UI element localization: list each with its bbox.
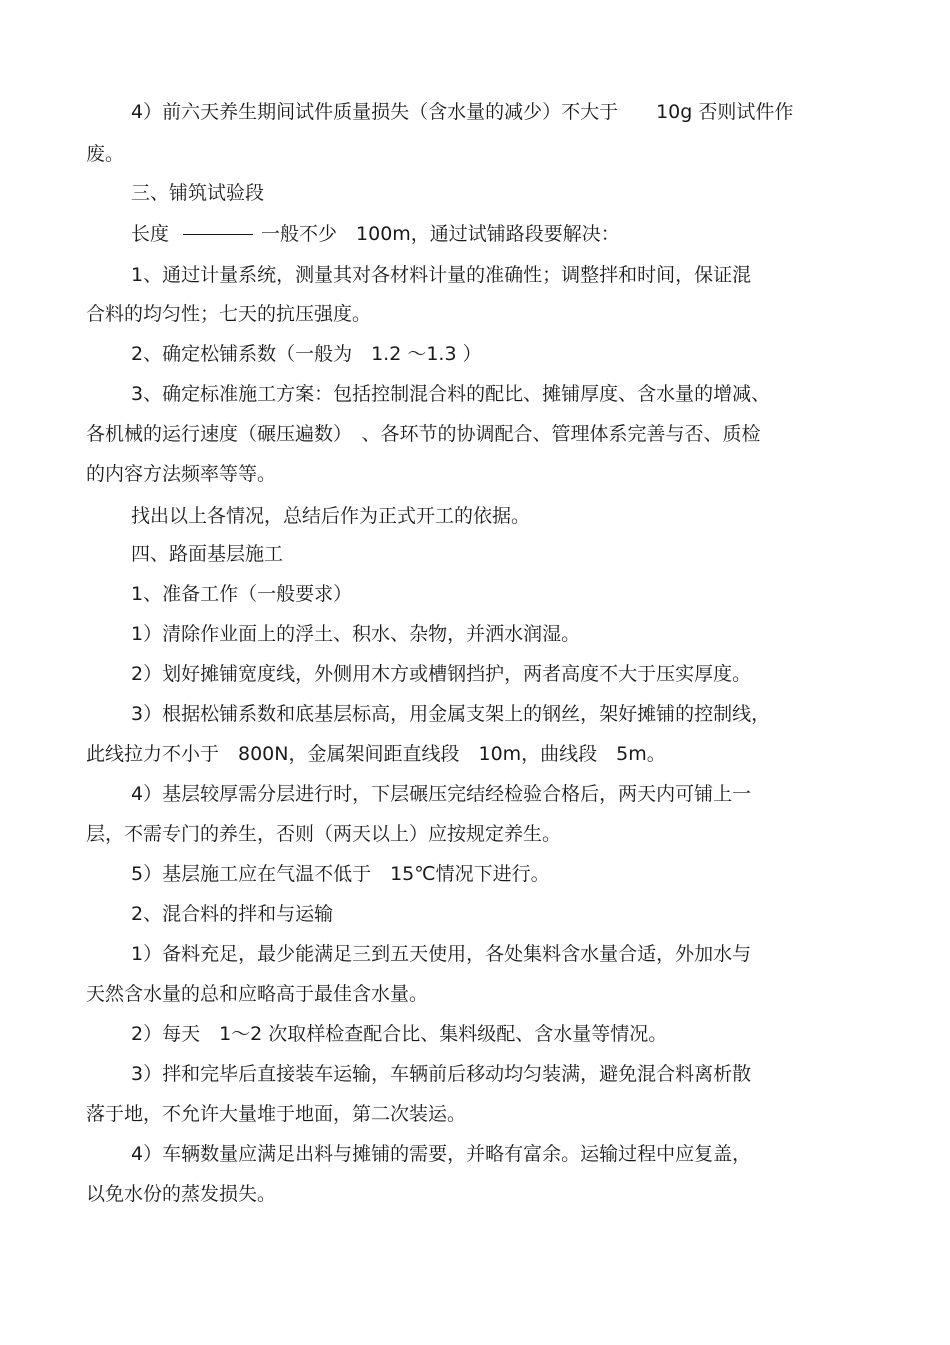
text-line: 3）根据松铺系数和底基层标高，用金属支架上的钢丝，架好摊铺的控制线，	[131, 703, 771, 725]
text-line: 2）每天 1～2 次取样检查配合比、集料级配、含水量等情况。	[131, 1023, 668, 1045]
text-line: 2、混合料的拌和与运输	[131, 903, 334, 925]
text-line: 4）前六天养生期间试件质量损失（含水量的减少）不大于 10g 否则试件作	[131, 101, 794, 123]
text-line: 1）备料充足，最少能满足三到五天使用，各处集料含水量合适，外加水与	[131, 943, 752, 965]
length-text: 一般不少 100m，通过试铺路段要解决：	[261, 223, 620, 245]
section-heading: 三、铺筑试验段	[131, 182, 265, 204]
text-line: 2）划好摊铺宽度线，外侧用木方或槽钢挡护，两者高度不大于压实厚度。	[131, 663, 752, 685]
text-line: 落于地，不允许大量堆于地面，第二次装运。	[86, 1103, 467, 1125]
text-line: 以免水份的蒸发损失。	[86, 1183, 277, 1205]
dash-rule	[183, 234, 253, 235]
text-line: 废。	[86, 143, 125, 165]
text-line: 5）基层施工应在气温不低于 15℃情况下进行。	[131, 863, 550, 885]
text-line: 1）清除作业面上的浮土、积水、杂物，并洒水润湿。	[131, 623, 581, 645]
text-line: 层，不需专门的养生，否则（两天以上）应按规定养生。	[86, 823, 562, 845]
text-line: 2、确定松铺系数（一般为 1.2 ～1.3 ）	[131, 343, 482, 365]
text-line: 的内容方法频率等等。	[86, 463, 277, 485]
text-line: 4）基层较厚需分层进行时，下层碾压完结经检验合格后，两天内可铺上一	[131, 783, 752, 805]
text-line: 天然含水量的总和应略高于最佳含水量。	[86, 983, 429, 1005]
length-label: 长度	[131, 223, 170, 245]
text-line: 4）车辆数量应满足出料与摊铺的需要，并略有富余。运输过程中应复盖，	[131, 1143, 752, 1165]
text-line: 1、通过计量系统，测量其对各材料计量的准确性；调整拌和时间，保证混	[131, 264, 752, 286]
text-line: 3）拌和完毕后直接装车运输，车辆前后移动均匀装满，避免混合料离析散	[131, 1063, 752, 1085]
text-line: 此线拉力不小于 800N，金属架间距直线段 10m，曲线段 5m。	[86, 743, 666, 765]
text-line: 合料的均匀性；七天的抗压强度。	[86, 303, 372, 325]
text-line: 1、准备工作（一般要求）	[131, 583, 353, 605]
text-line	[0, 220, 620, 248]
text-line: 各机械的运行速度（碾压遍数） 、各环节的协调配合、管理体系完善与否、质检	[86, 423, 761, 445]
text-line: 3、确定标准施工方案：包括控制混合料的配比、摊铺厚度、含水量的增减、	[131, 383, 771, 405]
text-line: 找出以上各情况，总结后作为正式开工的依据。	[131, 505, 531, 527]
section-heading: 四、路面基层施工	[131, 543, 284, 565]
